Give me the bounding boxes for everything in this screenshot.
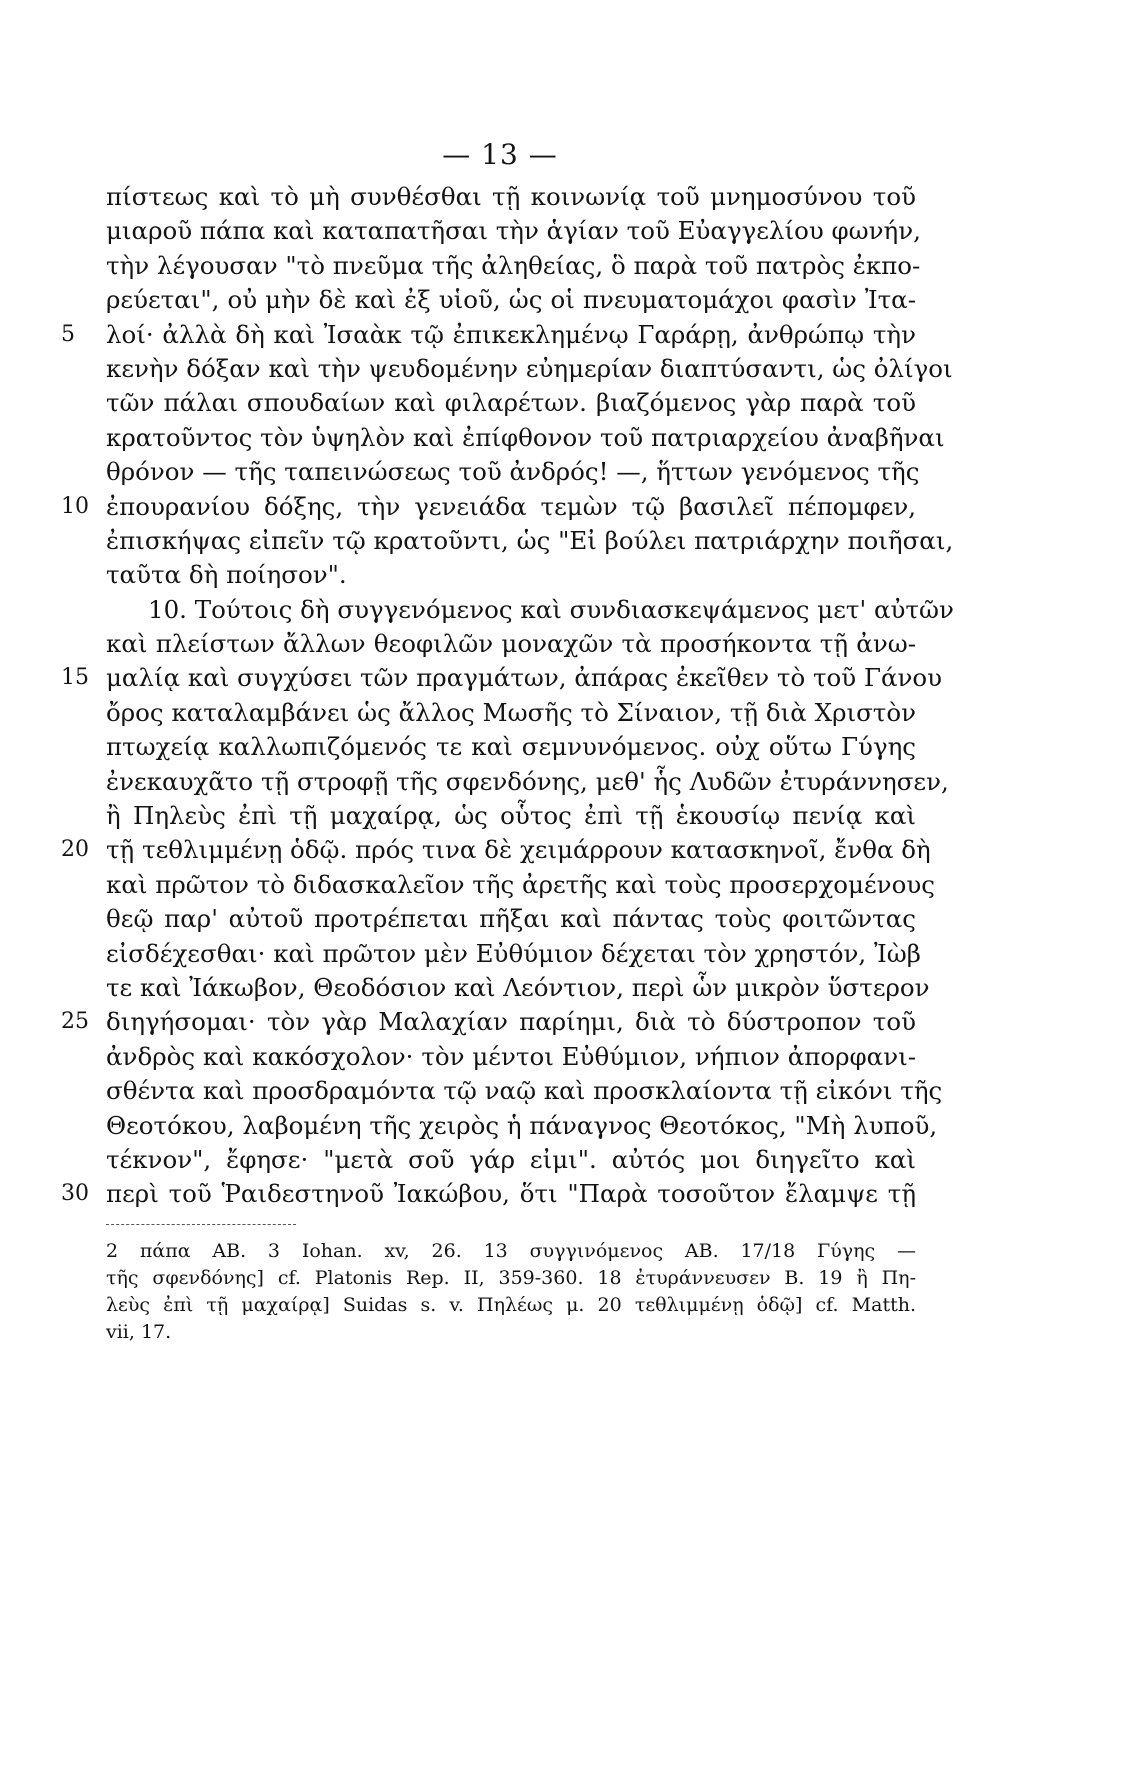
text-line: [106, 524, 954, 558]
line-text: ρεύεται", οὐ μὴν δὲ καὶ ἐξ υἱοῦ, ὡς οἱ πνευματομάχοι φασὶν Ἰτα-: [106, 285, 916, 315]
text-line: [61, 661, 943, 695]
line-text: τέκνον", ἔφησε· "μετὰ σοῦ γάρ εἰμι". αὐτός μοι διηγεῖτο καὶ: [106, 1144, 916, 1174]
text-line: [106, 868, 935, 902]
line-text: μιαροῦ πάπα καὶ καταπατῆσαι τὴν ἁγίαν τοῦ Εὐαγγελίου φωνήν,: [106, 216, 921, 246]
line-text: τῶν πάλαι σπουδαίων καὶ φιλαρέτων. βιαζόμενος γὰρ παρὰ τοῦ: [106, 388, 916, 418]
line-text: διηγήσομαι· τὸν γὰρ Μαλαχίαν παρίημι, διὰ τὸ δύστροπον τοῦ: [106, 1007, 916, 1037]
line-text: καὶ πρῶτον τὸ διδασκαλεῖον τῆς ἀρετῆς καὶ τοὺς προσερχομένους: [106, 869, 935, 899]
text-line: [61, 1005, 916, 1039]
line-text: σθέντα καὶ προσδραμόντα τῷ ναῷ καὶ προσκλαίοντα τῇ εἰκόνι τῆς: [106, 1076, 943, 1106]
footnote-line: 2 πάπα AB. 3 Iohan. xv, 26. 13 συγγινόμενος AB. 17/18 Γύγης —: [106, 1240, 916, 1262]
text-line: [106, 249, 921, 283]
text-line: [106, 283, 916, 317]
line-text: θεῷ παρ' αὐτοῦ προτρέπεται πῆξαι καὶ πάντας τοὺς φοιτῶντας: [106, 904, 916, 934]
text-line: [61, 1177, 916, 1211]
text-line: [61, 490, 916, 524]
line-text: ἐπουρανίου δόξης, τὴν γενειάδα τεμὼν τῷ βασιλεῖ πέπομφεν,: [106, 491, 916, 521]
line-number: 20: [61, 837, 89, 863]
text-line: [106, 1143, 916, 1177]
line-text: τὴν λέγουσαν "τὸ πνεῦμα τῆς ἀληθείας, ὃ παρὰ τοῦ πατρὸς ἐκπο-: [106, 250, 921, 280]
footnote-line: λεὺς ἐπὶ τῇ μαχαίρᾳ] Suidas s. v. Πηλέως μ. 20 τεθλιμμένῃ ὁδῷ] cf. Matth.: [106, 1294, 916, 1316]
line-text: λοί· ἀλλὰ δὴ καὶ Ἰσαὰκ τῷ ἐπικεκλημένῳ Γαράρῃ, ἀνθρώπῳ τὴν: [106, 319, 916, 349]
line-text: πτωχείᾳ καλλωπιζόμενός τε καὶ σεμνυνόμενος. οὐχ οὕτω Γύγης: [106, 732, 916, 762]
line-text: μαλίᾳ καὶ συγχύσει τῶν πραγμάτων, ἀπάρας ἐκεῖθεν τὸ τοῦ Γάνου: [106, 663, 943, 693]
text-line: [106, 1074, 943, 1108]
footnote-divider: [106, 1224, 296, 1225]
line-text: κενὴν δόξαν καὶ τὴν ψευδομένην εὐημερίαν διαπτύσαντι, ὡς ὀλίγοι: [106, 353, 953, 383]
line-text: πίστεως καὶ τὸ μὴ συνθέσθαι τῇ κοινωνίᾳ τοῦ μνημοσύνου τοῦ: [106, 182, 916, 211]
text-line: [61, 833, 931, 867]
text-line: [61, 318, 916, 352]
text-line: [106, 730, 916, 764]
line-text: ὄρος καταλαμβάνει ὡς ἄλλος Μωσῆς τὸ Σίναιον, τῇ διὰ Χριστὸν: [106, 697, 916, 727]
line-text: περὶ τοῦ Ῥαιδεστηνοῦ Ἰακώβου, ὅτι "Παρὰ τοσοῦτον ἔλαμψε τῇ: [106, 1179, 916, 1209]
line-text: ταῦτα δὴ ποίησον".: [106, 560, 347, 590]
line-text: εἰσδέχεσθαι· καὶ πρῶτον μὲν Εὐθύμιον δέχεται τὸν χρηστόν, Ἰὼβ: [106, 938, 921, 968]
text-line: [106, 455, 920, 489]
line-number: 5: [61, 321, 75, 347]
text-line: [106, 971, 930, 1005]
footnotes: [106, 1238, 916, 1346]
text-line: [106, 765, 949, 799]
line-text: θρόνον — τῆς ταπεινώσεως τοῦ ἀνδρός! —, ἥττων γενόμενος τῆς: [106, 457, 920, 487]
footnote-line: τῆς σφενδόνης] cf. Platonis Rep. II, 359-360. 18 ἐτυράννευσεν B. 19 ἢ Πη-: [106, 1267, 916, 1289]
line-text: ἐνεκαυχᾶτο τῇ στροφῇ τῆς σφενδόνης, μεθ' ἧς Λυδῶν ἐτυράννησεν,: [106, 766, 949, 796]
line-text: καὶ πλείστων ἄλλων θεοφιλῶν μοναχῶν τὰ προσήκοντα τῇ ἀνω-: [106, 629, 916, 659]
line-number: 15: [61, 665, 89, 691]
line-text: τε καὶ Ἰάκωβον, Θεοδόσιον καὶ Λεόντιον, περὶ ὧν μικρὸν ὕστερον: [106, 972, 930, 1002]
text-line: [106, 627, 916, 661]
text-line: [106, 593, 954, 627]
text-line: [106, 352, 953, 386]
line-text: κρατοῦντος τὸν ὑψηλὸν καὶ ἐπίφθονον τοῦ πατριαρχείου ἀναβῆναι: [106, 422, 945, 452]
text-line: [106, 421, 945, 455]
text-line: [106, 214, 921, 248]
line-text: 10. Τούτοις δὴ συγγενόμενος καὶ συνδιασκεψάμενος μετ' αὐτῶν: [148, 594, 954, 624]
text-line: [106, 902, 916, 936]
main-text: [61, 180, 954, 1212]
text-line: [106, 558, 916, 592]
text-line: [106, 1109, 938, 1143]
line-text: Θεοτόκου, λαβομένη τῆς χειρὸς ἡ πάναγνος Θεοτόκος, "Μὴ λυποῦ,: [106, 1110, 938, 1140]
text-line: [106, 386, 916, 420]
line-text: ἐπισκήψας εἰπεῖν τῷ κρατοῦντι, ὡς "Εἰ βούλει πατριάρχην ποιῆσαι,: [106, 525, 954, 555]
text-line: [106, 1040, 916, 1074]
line-number: 30: [61, 1181, 89, 1207]
line-text: τῇ τεθλιμμένῃ ὁδῷ. πρός τινα δὲ χειμάρρουν κατασκηνοῖ, ἔνθα δὴ: [106, 835, 931, 865]
line-number: 25: [61, 1009, 89, 1035]
footnote-line: vii, 17.: [106, 1321, 172, 1343]
text-line: [106, 937, 921, 971]
text-line: [106, 180, 916, 214]
line-text: ἀνδρὸς καὶ κακόσχολον· τὸν μέντοι Εὐθύμιον, νήπιον ἀπορφανι-: [106, 1041, 916, 1071]
line-number: 10: [61, 493, 89, 519]
text-line: [106, 696, 916, 730]
text-line: [106, 799, 916, 833]
line-text: ἢ Πηλεὺς ἐπὶ τῇ μαχαίρᾳ, ὡς οὗτος ἐπὶ τῇ ἑκουσίῳ πενίᾳ καὶ: [106, 801, 916, 831]
page-number: — 13 —: [442, 138, 558, 171]
